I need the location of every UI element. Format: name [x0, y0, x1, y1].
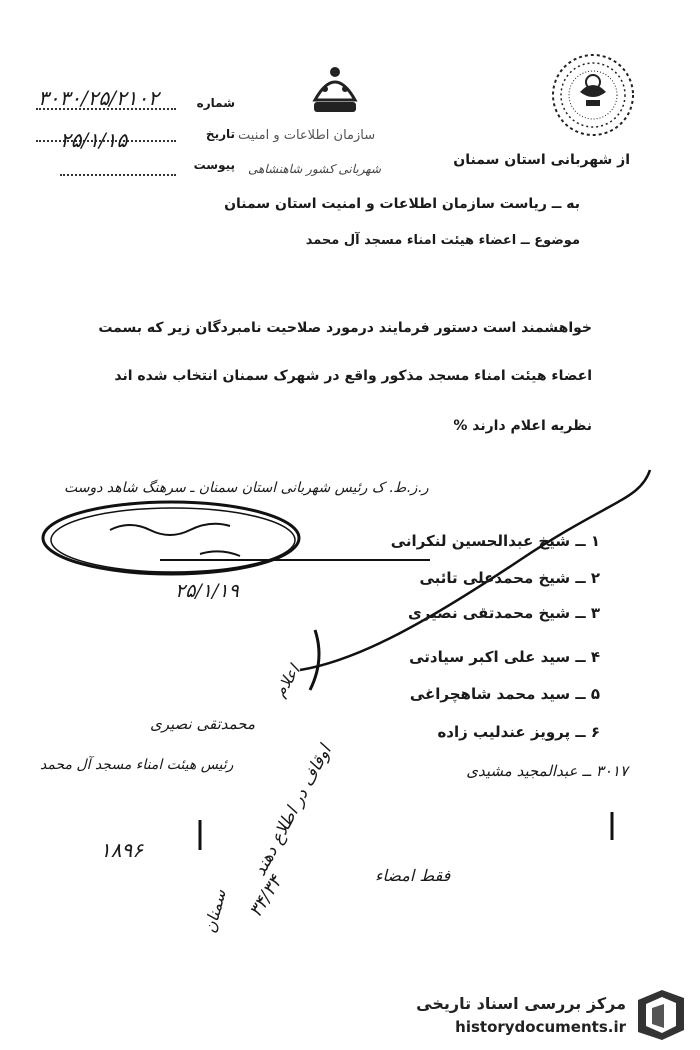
member-item: ۶ ــ پرویز عندلیب زاده: [437, 723, 600, 741]
lower-signature: فقط امضاء: [375, 866, 451, 885]
addressee-line: به ــ ریاست سازمان اطلاعات و امنیت استان سمنان: [224, 196, 580, 212]
signature-name: محمدتقی نصیری: [150, 715, 256, 733]
handwritten-ref-date: ۲۵/۱/۱۵: [60, 128, 128, 152]
diagonal-note: اوقاف در اطلاع دهند: [250, 741, 336, 880]
member-item: ۳ ــ شیخ محمدتقی نصیری: [407, 604, 600, 622]
lower-note-1: سمنان: [200, 887, 230, 935]
faint-stamp-line2: شهربانی کشور شاهنشاهی: [248, 162, 381, 176]
form-label-number: شماره: [196, 96, 235, 110]
lower-note-2: ۳۴/۳۴: [245, 872, 287, 922]
history-documents-logo-icon: [632, 986, 690, 1044]
member-item: ۵ ــ سید محمد شاهچراغی: [409, 685, 600, 703]
signature-title: رئیس هیئت امناء مسجد آل محمد: [40, 757, 234, 773]
member-item: ۲ ــ شیخ محمدعلی تائبی: [419, 569, 600, 587]
subject-line: موضوع ــ اعضاء هیئت امناء مسجد آل محمد: [305, 233, 580, 248]
watermark-url: historydocuments.ir: [455, 1018, 626, 1036]
member-item: ۱ ــ شیخ عبدالحسین لنکرانی: [390, 532, 600, 550]
form-label-attachment: پیوست: [193, 158, 235, 172]
member-item: ۴ ــ سید علی اکبر سیادتی: [409, 648, 600, 666]
handwritten-stamp-date: ۲۵/۱/۱۹: [175, 580, 239, 602]
archive-number: ۱۸۹۶: [100, 838, 143, 862]
body-line-1: خواهشمند است دستور فرمایند درمورد صلاحیت نامبردگان زیر که بسمت: [98, 320, 592, 336]
handwritten-ref-number: ۳۰۳۰/۲۵/۲۱۰۲: [38, 86, 159, 110]
faint-stamp-line1: سازمان اطلاعات و امنیت: [238, 128, 376, 143]
form-label-date: تاریخ: [205, 127, 235, 141]
body-line-2: اعضاء هیئت امناء مسجد مذکور واقع در شهرک سمنان انتخاب شده اند: [114, 368, 592, 384]
through-line: ر.ز.ط. ک رئیس شهربانی استان سمنان ـ سرهنگ شاهد دوست: [64, 480, 429, 496]
watermark-title: مرکز بررسی اسناد تاریخی: [416, 994, 626, 1013]
member-item-handwritten: ۳۰۱۷ ــ عبدالمجید مشیدی: [466, 762, 628, 780]
org-name: از شهربانی استان سمنان: [453, 152, 630, 168]
margin-note: اعلام: [270, 661, 304, 701]
body-line-3: نظریه اعلام دارند %: [453, 418, 592, 434]
